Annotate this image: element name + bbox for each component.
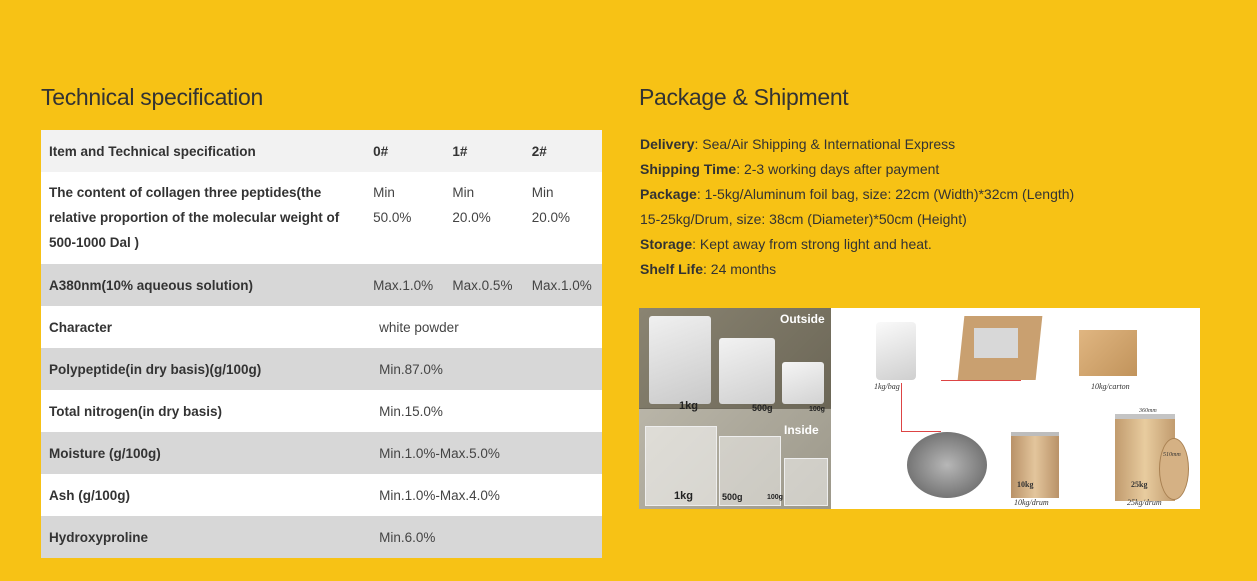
arrow-line xyxy=(901,383,902,431)
package-line xyxy=(640,182,1074,207)
bag-small-shape xyxy=(782,362,824,404)
header-item: Item and Technical specification xyxy=(49,143,256,159)
table-row xyxy=(41,306,602,348)
package-drum-line xyxy=(640,207,1074,232)
row-name: Hydroxyproline xyxy=(49,529,149,545)
bag-label: 100g xyxy=(809,406,825,413)
table-row xyxy=(41,172,602,264)
foil-bag-shape xyxy=(876,322,916,380)
caption-10kg-carton: 10kg/carton xyxy=(1091,382,1130,391)
line-text: : 1-5kg/Aluminum foil bag, size: 22cm (Width)*32cm (Length) xyxy=(696,186,1075,202)
bag-label: 500g xyxy=(752,403,773,413)
table-row xyxy=(41,516,602,558)
table-row xyxy=(41,474,602,516)
row-value-0: Max.1.0% xyxy=(373,277,434,293)
drum-label-25kg: 25kg xyxy=(1131,480,1148,489)
drum-label-10kg: 10kg xyxy=(1017,480,1034,489)
spec-table xyxy=(41,130,602,558)
row-name: Polypeptide(in dry basis)(g/100g) xyxy=(49,361,262,377)
table-row xyxy=(41,390,602,432)
header-0: 0# xyxy=(373,143,389,159)
row-name: Character xyxy=(49,319,113,335)
line-label: Shipping Time xyxy=(640,161,737,177)
table-row xyxy=(41,348,602,390)
bag-label: 500g xyxy=(722,492,743,502)
caption-25kg-drum: 25kg/drum xyxy=(1127,498,1162,507)
shipping-time-line xyxy=(640,157,1074,182)
shipment-info xyxy=(640,132,1074,282)
line-label: Shelf Life xyxy=(640,261,704,277)
header-1: 1# xyxy=(452,143,468,159)
line-label: Delivery xyxy=(640,136,695,152)
row-name: The content of collagen three peptides(the relative proportion of the molecular weight of 500-1000 Dal ) xyxy=(49,185,340,250)
table-header-row xyxy=(41,130,602,172)
line-text: : 24 months xyxy=(703,261,777,277)
row-name: Moisture (g/100g) xyxy=(49,445,161,461)
bag-large-shape xyxy=(649,316,711,404)
package-shipment-title: Package & Shipment xyxy=(639,84,849,110)
line-text: : Sea/Air Shipping & International Express xyxy=(694,136,956,152)
bag-label: 1kg xyxy=(674,490,693,502)
shelf-life-line xyxy=(640,257,1074,282)
row-value-2: Min 20.0% xyxy=(531,185,570,225)
table-row xyxy=(41,432,602,474)
row-value: Min.6.0% xyxy=(379,529,436,545)
technical-spec-title: Technical specification xyxy=(41,84,263,110)
header-2: 2# xyxy=(531,143,547,159)
row-value: Min.1.0%-Max.4.0% xyxy=(379,487,500,503)
row-name: A380nm(10% aqueous solution) xyxy=(49,277,254,293)
row-name: Total nitrogen(in dry basis) xyxy=(49,403,223,419)
inside-label: Inside xyxy=(784,423,819,437)
row-value-0: Min 50.0% xyxy=(373,185,412,225)
delivery-line xyxy=(640,132,1074,157)
packaging-photo xyxy=(639,308,1200,509)
row-value: Min.15.0% xyxy=(379,403,443,419)
caption-10kg-drum: 10kg/drum xyxy=(1014,498,1049,507)
arrow-line xyxy=(901,431,941,432)
line-label: Storage xyxy=(640,236,693,252)
closed-carton-shape xyxy=(1079,330,1137,376)
bag-label: 100g xyxy=(767,494,783,501)
row-value-2: Max.1.0% xyxy=(531,277,592,293)
outside-label: Outside xyxy=(780,312,825,326)
row-value: Min.87.0% xyxy=(379,361,443,377)
line-label: Package xyxy=(640,186,697,202)
row-value: Min.1.0%-Max.5.0% xyxy=(379,445,500,461)
carton-contents-shape xyxy=(974,328,1018,358)
bag-label: 1kg xyxy=(679,400,698,412)
bag-medium-shape xyxy=(719,338,775,404)
inner-bag-closeup-shape xyxy=(907,432,987,498)
line-text: : Kept away from strong light and heat. xyxy=(692,236,932,252)
line-text: : 2-3 working days after payment xyxy=(736,161,940,177)
drum-lid-shape xyxy=(1159,438,1189,500)
caption-1kg-bag: 1kg/bag xyxy=(874,382,900,391)
storage-line xyxy=(640,232,1074,257)
row-value: white powder xyxy=(379,319,459,335)
clear-bag-small-shape xyxy=(784,458,828,506)
row-value-1: Max.0.5% xyxy=(452,277,513,293)
arrow-line xyxy=(941,380,1021,381)
row-name: Ash (g/100g) xyxy=(49,487,131,503)
drum-dimension-side: 510mm xyxy=(1163,452,1181,458)
drum-dimension-top: 360mm xyxy=(1139,408,1157,414)
row-value-1: Min 20.0% xyxy=(452,185,491,225)
bags-photo-panel xyxy=(639,308,831,509)
line-text: 15-25kg/Drum, size: 38cm (Diameter)*50cm (Height) xyxy=(640,211,967,227)
table-row xyxy=(41,264,602,306)
